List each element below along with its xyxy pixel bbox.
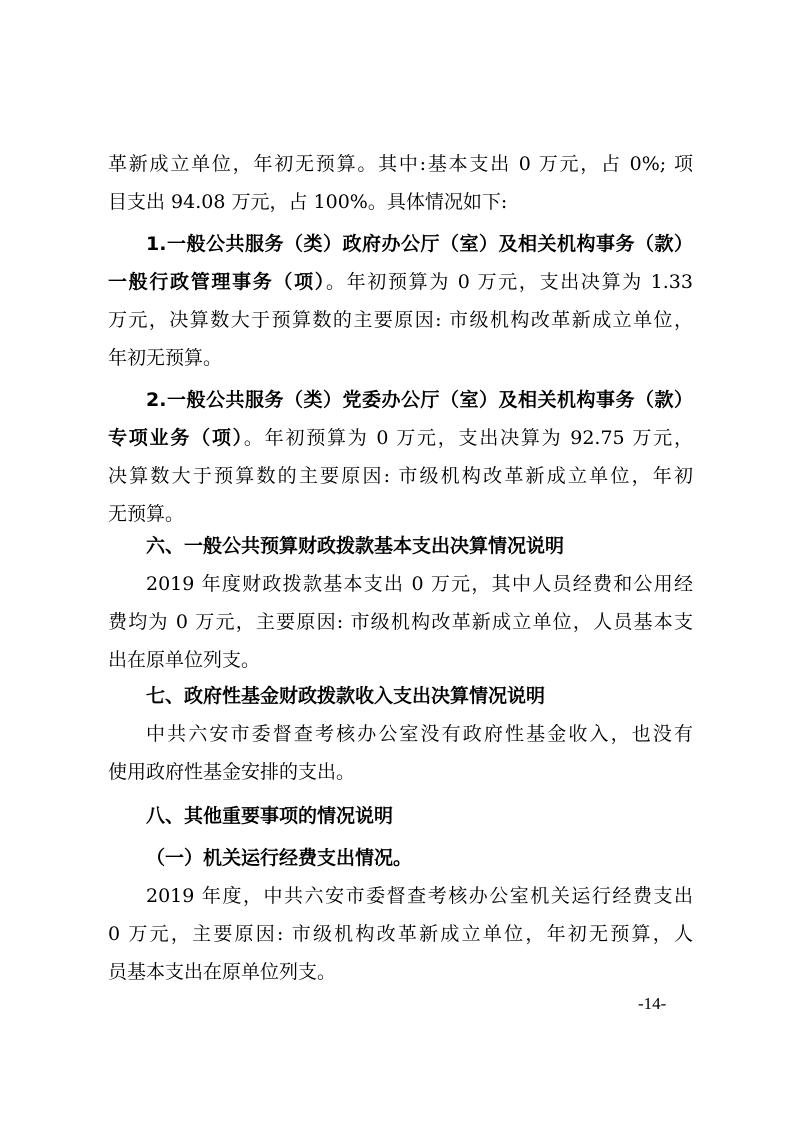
item-1-title: 1.一般公共服务（类）政府办公厅（室）及相关机构事务（款） bbox=[146, 233, 693, 255]
paragraph-line: 2019 年度，中共六安市委督查考核办公室机关运行经费支出 bbox=[146, 885, 693, 907]
item-2-title: 2.一般公共服务（类）党委办公厅（室）及相关机构事务（款） bbox=[146, 389, 693, 411]
paragraph-line: 员基本支出在原单位列支。 bbox=[108, 961, 337, 983]
paragraph-line: 决算数大于预算数的主要原因: 市级机构改革新成立单位，年初 bbox=[108, 465, 693, 487]
page-number: -14- bbox=[638, 994, 667, 1013]
paragraph-line: 费均为 0 万元，主要原因: 市级机构改革新成立单位，人员基本支 bbox=[108, 611, 693, 633]
paragraph-line: 年初无预算。 bbox=[108, 347, 223, 369]
section-6-heading: 六、一般公共预算财政拨款基本支出决算情况说明 bbox=[146, 535, 565, 557]
item-1-text: 。年初预算为 0 万元，支出决算为 1.33 bbox=[325, 271, 693, 293]
paragraph-line: 出在原单位列支。 bbox=[108, 649, 261, 671]
paragraph-line: 中共六安市委督查考核办公室没有政府性基金收入，也没有 bbox=[146, 723, 693, 745]
item-2-subtitle: 专项业务（项） bbox=[108, 427, 244, 449]
section-8-heading: 八、其他重要事项的情况说明 bbox=[146, 805, 394, 827]
paragraph-line: 无预算。 bbox=[108, 503, 185, 525]
item-1-subtitle: 一般行政管理事务（项） bbox=[108, 271, 326, 293]
section-7-heading: 七、政府性基金财政拨款收入支出决算情况说明 bbox=[146, 685, 546, 707]
paragraph-line: 万元，决算数大于预算数的主要原因: 市级机构改革新成立单位， bbox=[108, 309, 693, 331]
paragraph-line: 目支出 94.08 万元，占 100%。具体情况如下: bbox=[108, 191, 508, 213]
subsection-1-heading: （一）机关运行经费支出情况。 bbox=[146, 847, 413, 869]
item-1-line bbox=[108, 263, 693, 301]
item-2-text: 。年初预算为 0 万元，支出决算为 92.75 万元， bbox=[243, 427, 693, 449]
paragraph-line: 0 万元，主要原因: 市级机构改革新成立单位，年初无预算，人 bbox=[108, 923, 693, 945]
paragraph-line: 革新成立单位，年初无预算。其中:基本支出 0 万元，占 0%; 项 bbox=[108, 153, 693, 175]
paragraph-line: 2019 年度财政拨款基本支出 0 万元，其中人员经费和公用经 bbox=[146, 573, 693, 595]
paragraph-line: 使用政府性基金安排的支出。 bbox=[108, 761, 356, 783]
item-2-line bbox=[108, 419, 693, 457]
